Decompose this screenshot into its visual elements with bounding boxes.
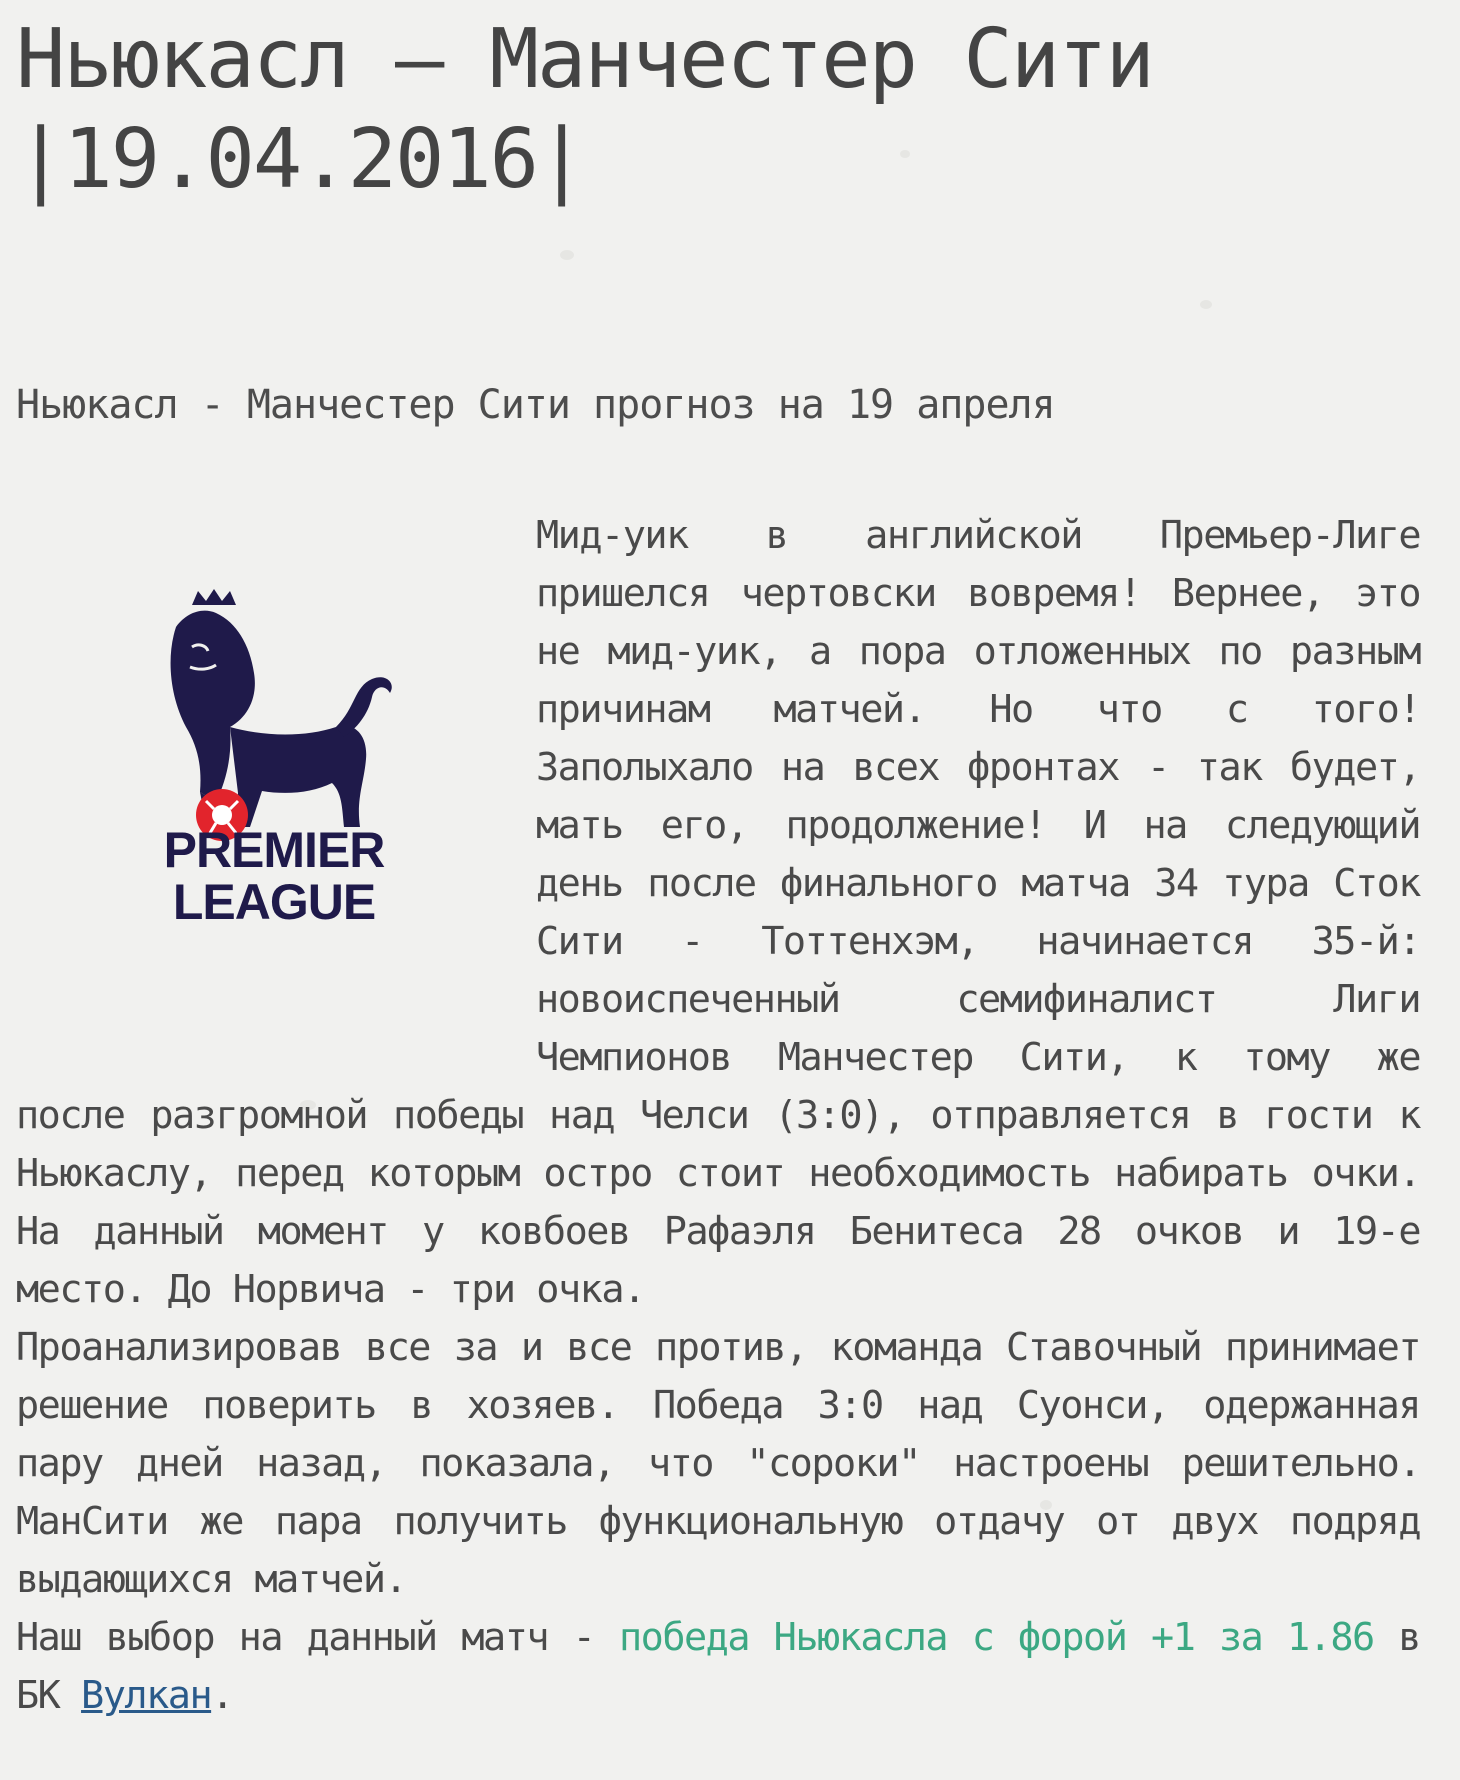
- logo-text-premier: PREMIER: [163, 822, 385, 878]
- conclusion-text: в БК: [16, 1615, 1420, 1718]
- article-conclusion: [16, 1609, 1420, 1725]
- conclusion-text: .: [211, 1673, 233, 1718]
- article-body: [16, 507, 1420, 1725]
- article-paragraph: Мид-уик в английской Премьер-Лиге пришелся чертовски вовремя! Вернее, это не мид-уик, а пора отложенных по разным причинам матчей. Но что с того! Заполыхало на всех фронтах - так будет, мать его, продолжение! И на следующий день после финального матча 34 тура Сток Сити - Тоттенхэм, начинается 35-й: новоиспеченный семифиналист Лиги Чемпионов Манчестер Сити, к тому же после разгромной победы над Челси (3:0), отправляется в гости к Ньюкаслу, перед которым остро стоит необходимость набирать очки. На данный момент у ковбоев Рафаэля Бенитеса 28 очков и 19-е место. До Норвича - три очка.: [16, 513, 1420, 1312]
- premier-league-logo: [16, 507, 536, 1077]
- conclusion-text: Наш выбор на данный матч -: [16, 1615, 619, 1660]
- paper-texture: [1200, 300, 1212, 309]
- article-subtitle: Ньюкасл - Манчестер Сити прогноз на 19 апреля: [16, 382, 1055, 428]
- paper-texture: [560, 250, 574, 260]
- article-title: Ньюкасл – Манчестер Сити |19.04.2016|: [16, 12, 1153, 207]
- logo-text-league: LEAGUE: [172, 874, 376, 930]
- article-page: [16, 10, 1420, 1718]
- betting-pick: победа Ньюкасла с форой +1 за 1.86: [618, 1615, 1374, 1660]
- bookmaker-link[interactable]: Вулкан: [81, 1673, 212, 1718]
- article-paragraph: Проанализировав все за и все против, команда Ставочный принимает решение поверить в хозяев. Победа 3:0 над Суонси, одержанная пару дней назад, показала, что "сороки" настроены решительно. МанСити же пара получить функциональную отдачу от двух подряд выдающихся матчей.: [16, 1325, 1420, 1602]
